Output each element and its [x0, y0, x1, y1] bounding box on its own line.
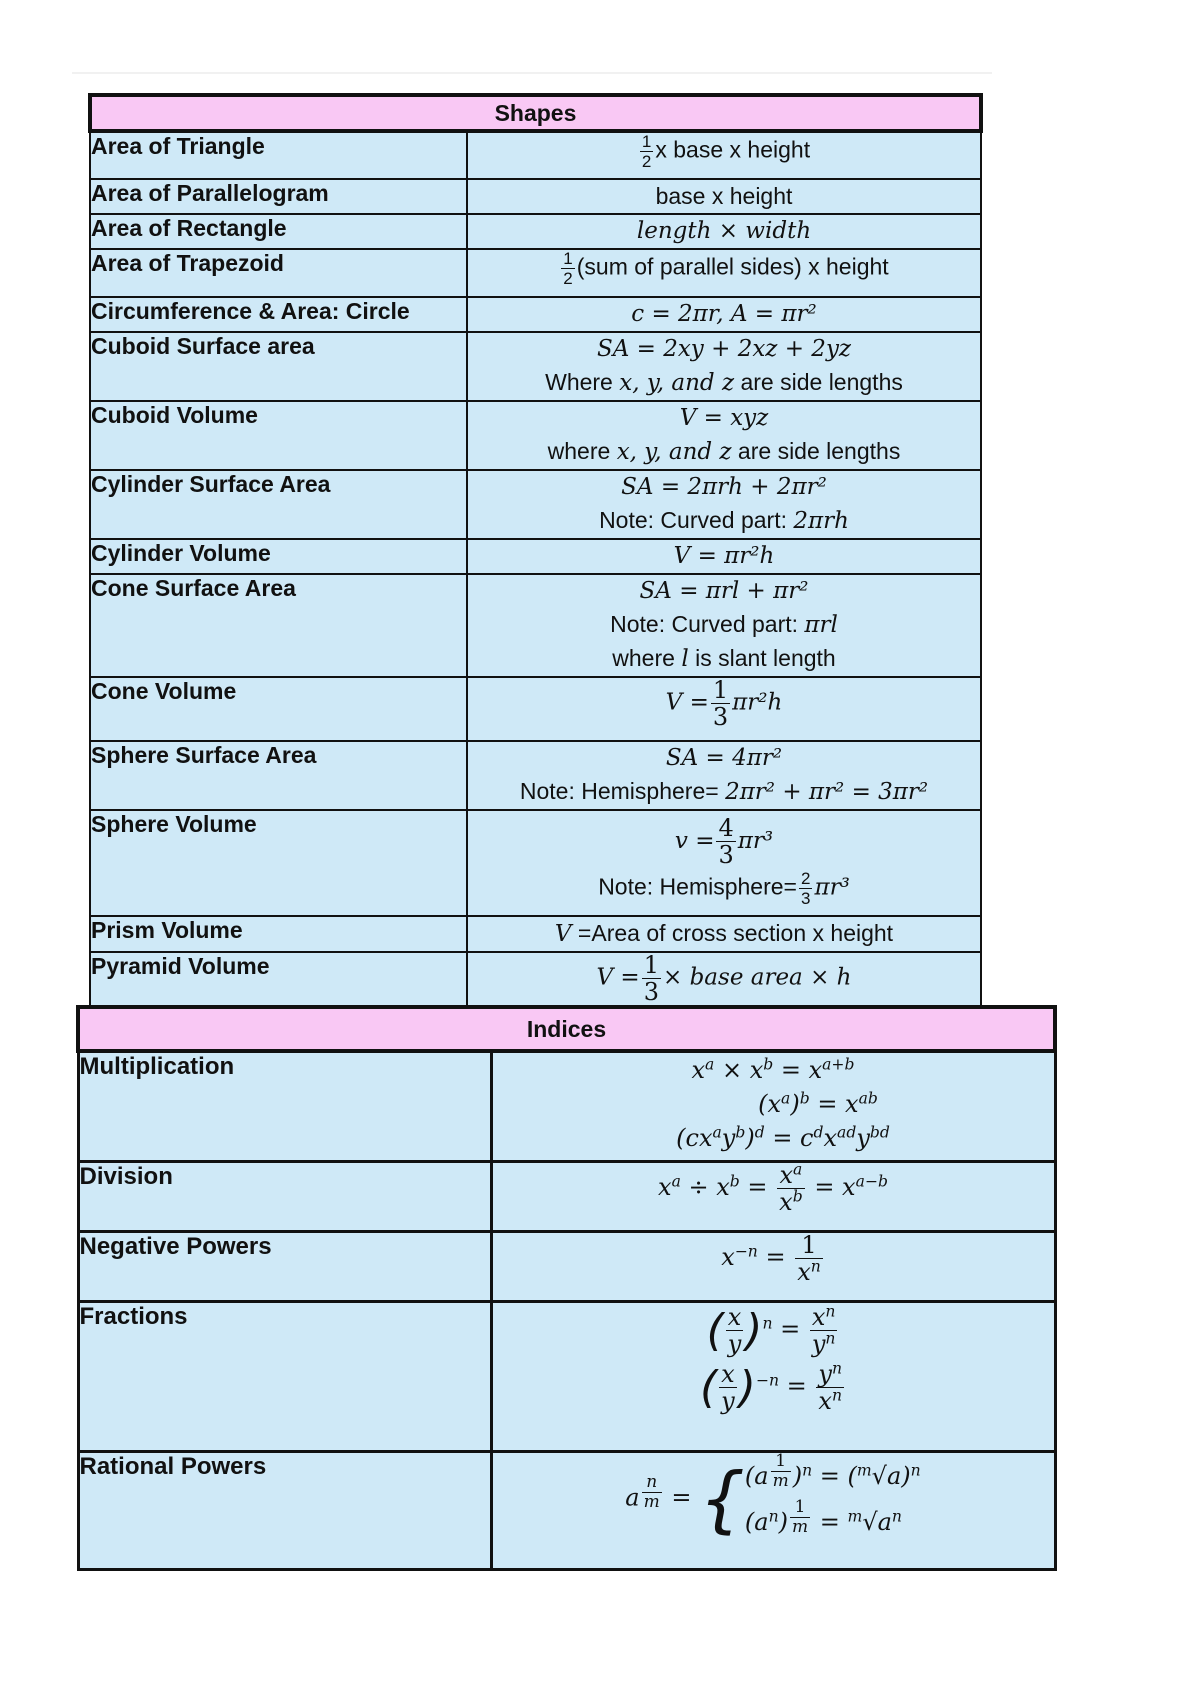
table-row: [78, 1051, 1055, 1161]
row-label: Area of Parallelogram: [90, 179, 467, 214]
formula-triangle: $\frac{1}{2}$ x base x height: [467, 131, 981, 179]
table-row: [90, 179, 981, 214]
table-row: [90, 249, 981, 297]
row-label: Cuboid Volume: [90, 401, 467, 470]
row-label: Multiplication: [78, 1051, 491, 1161]
table-row: [90, 574, 981, 677]
formula-sphere-surface: SA = 4πr² Note: Hemisphere= 2πr² + πr² = 3πr²: [467, 741, 981, 810]
row-label: Circumference & Area: Circle: [90, 297, 467, 332]
formula-rectangle: length × width: [467, 214, 981, 249]
formula-cone-surface: SA = πrl + πr² Note: Curved part: πrl where l is slant length: [467, 574, 981, 677]
row-label: Area of Triangle: [90, 131, 467, 179]
formula-parallelogram: base x height: [467, 179, 981, 214]
shapes-title: Shapes: [90, 95, 981, 131]
row-label: Rational Powers: [78, 1451, 491, 1569]
formula-prism-volume: V =Area of cross section x height: [467, 916, 981, 952]
table-row: [78, 1231, 1055, 1301]
top-rule: [72, 72, 992, 74]
row-label: Fractions: [78, 1301, 491, 1451]
row-label: Division: [78, 1161, 491, 1231]
row-label: Cuboid Surface area: [90, 332, 467, 401]
row-label: Sphere Volume: [90, 810, 467, 916]
row-label: Prism Volume: [90, 916, 467, 952]
row-label: Negative Powers: [78, 1231, 491, 1301]
formula-rational-powers: a $^{\frac{n}{m}}$ = { (a $^{\frac{1}{m}}$ )$^n = (^m√a)^n$ $(a^n)$ $^{\frac{1}{m}}$ = $^m√a^n$: [491, 1451, 1055, 1569]
table-row: [90, 401, 981, 470]
formula-sphere-volume: v = $\frac{4}{3}$ πr³ Note: Hemisphere= $\frac{2}{3}$ πr³: [467, 810, 981, 916]
table-row: [90, 916, 981, 952]
table-row: [78, 1301, 1055, 1451]
row-label: Cone Volume: [90, 677, 467, 741]
table-row: [90, 470, 981, 539]
table-row: [90, 677, 981, 741]
formula-cone-volume: V = $\frac{1}{3}$ πr²h: [467, 677, 981, 741]
row-label: Cylinder Volume: [90, 539, 467, 574]
formula-negative-powers: $x^{-n}$ = $\frac{1}{x^n}$: [491, 1231, 1055, 1301]
formula-cylinder-surface: SA = 2πrh + 2πr² Note: Curved part: 2πrh: [467, 470, 981, 539]
row-label: Cylinder Surface Area: [90, 470, 467, 539]
formula-multiplication: $x^a \times x^b = x^{a+b}$ $(x^a)^b = x^{ab}$ $(cx^ay^b)^d = c^dx^{ad}y^{bd}$: [491, 1051, 1055, 1161]
formula-fractions: ( $\frac{x}{y}$ )$^n$ = $\frac{x^n}{y^n}$ ( $\frac{x}{y}$ )$^{-n}$ = $\frac{y^n}{x^n}$: [491, 1301, 1055, 1451]
table-row: [90, 332, 981, 401]
row-label: Cone Surface Area: [90, 574, 467, 677]
table-row: [78, 1161, 1055, 1231]
row-label: Sphere Surface Area: [90, 741, 467, 810]
table-row: [90, 741, 981, 810]
table-row: [90, 539, 981, 574]
formula-circle: c = 2πr, A = πr²: [467, 297, 981, 332]
formula-cylinder-volume: V = πr²h: [467, 539, 981, 574]
table-row: [78, 1451, 1055, 1569]
table-row: [90, 810, 981, 916]
row-label: Area of Rectangle: [90, 214, 467, 249]
row-label: Area of Trapezoid: [90, 249, 467, 297]
shapes-table: [88, 93, 983, 1015]
table-row: [90, 214, 981, 249]
formula-pyramid-volume: V = $\frac{1}{3}$ × base area × h: [467, 952, 981, 1014]
indices-table: [76, 1005, 1057, 1571]
indices-title: Indices: [78, 1007, 1055, 1051]
formula-trapezoid: $\frac{1}{2}$ (sum of parallel sides) x height: [467, 249, 981, 297]
table-row: [90, 297, 981, 332]
formula-cuboid-surface: SA = 2xy + 2xz + 2yz Where x, y, and z are side lengths: [467, 332, 981, 401]
formula-cuboid-volume: V = xyz where x, y, and z are side lengths: [467, 401, 981, 470]
row-label: Pyramid Volume: [90, 952, 467, 1014]
formula-division: $x^a \div x^b$ = $\frac{x^a}{x^b}$ = $x^{a-b}$: [491, 1161, 1055, 1231]
table-row: [90, 131, 981, 179]
